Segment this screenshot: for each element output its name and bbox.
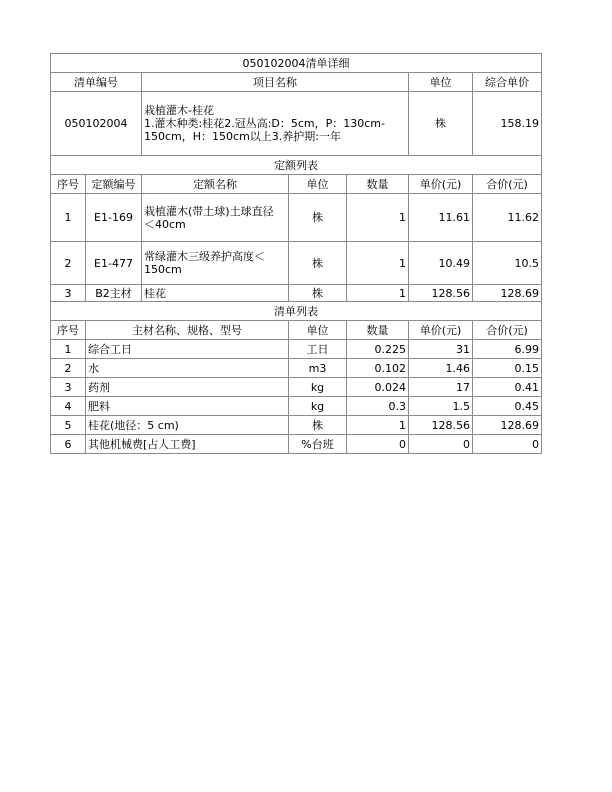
material-name: 其他机械费[占人工费] xyxy=(86,435,289,454)
material-qty: 1 xyxy=(347,416,409,435)
material-total: 6.99 xyxy=(473,340,542,359)
material-header-total: 合价(元) xyxy=(473,321,542,340)
material-total: 0.41 xyxy=(473,378,542,397)
material-qty: 0.225 xyxy=(347,340,409,359)
table-title-row xyxy=(51,54,542,73)
material-row xyxy=(51,397,542,416)
quota-header-total: 合价(元) xyxy=(473,175,542,194)
material-row xyxy=(51,359,542,378)
quota-price: 11.61 xyxy=(409,194,473,242)
material-name: 综合工日 xyxy=(86,340,289,359)
material-qty: 0 xyxy=(347,435,409,454)
material-price: 1.46 xyxy=(409,359,473,378)
quota-row xyxy=(51,194,542,242)
material-name: 肥料 xyxy=(86,397,289,416)
material-unit: 工日 xyxy=(289,340,347,359)
quota-unit: 株 xyxy=(289,285,347,302)
bill-code: 050102004 xyxy=(51,92,142,156)
header-unit-price: 综合单价 xyxy=(473,73,542,92)
header-bill-code: 清单编号 xyxy=(51,73,142,92)
material-total: 0 xyxy=(473,435,542,454)
material-qty: 0.102 xyxy=(347,359,409,378)
material-no: 2 xyxy=(51,359,86,378)
quota-code: B2主材 xyxy=(86,285,142,302)
quota-no: 1 xyxy=(51,194,86,242)
quota-section-row xyxy=(51,156,542,175)
quota-price: 128.56 xyxy=(409,285,473,302)
quota-header-no: 序号 xyxy=(51,175,86,194)
material-no: 6 xyxy=(51,435,86,454)
material-row xyxy=(51,416,542,435)
material-name: 桂花(地径：5 cm) xyxy=(86,416,289,435)
material-name: 药剂 xyxy=(86,378,289,397)
quota-qty: 1 xyxy=(347,285,409,302)
quota-row xyxy=(51,242,542,285)
material-header-unit: 单位 xyxy=(289,321,347,340)
material-unit: 株 xyxy=(289,416,347,435)
bill-detail-table xyxy=(50,53,542,454)
quota-header-unit: 单位 xyxy=(289,175,347,194)
material-qty: 0.3 xyxy=(347,397,409,416)
quota-code: E1-477 xyxy=(86,242,142,285)
material-total: 0.45 xyxy=(473,397,542,416)
material-section-title: 清单列表 xyxy=(51,302,542,321)
material-row xyxy=(51,340,542,359)
quota-name: 栽植灌木(带土球)土球直径 ＜40cm xyxy=(142,194,289,242)
material-row xyxy=(51,435,542,454)
quota-no: 3 xyxy=(51,285,86,302)
material-total: 0.15 xyxy=(473,359,542,378)
quota-header-qty: 数量 xyxy=(347,175,409,194)
bill-unit: 株 xyxy=(409,92,473,156)
material-header-price: 单价(元) xyxy=(409,321,473,340)
bill-name: 栽植灌木-桂花 1.灌木种类:桂花2.冠丛高:D：5cm，P：130cm-150cm，H：150cm以上3.养护期:一年 xyxy=(142,92,409,156)
quota-unit: 株 xyxy=(289,242,347,285)
material-price: 31 xyxy=(409,340,473,359)
quota-name: 常绿灌木三级养护高度＜ 150cm xyxy=(142,242,289,285)
quota-header-name: 定额名称 xyxy=(142,175,289,194)
material-total: 128.69 xyxy=(473,416,542,435)
bill-header-row xyxy=(51,73,542,92)
quota-section-title: 定额列表 xyxy=(51,156,542,175)
material-no: 5 xyxy=(51,416,86,435)
table-title: 050102004清单详细 xyxy=(51,54,542,73)
quota-unit: 株 xyxy=(289,194,347,242)
quota-header-row xyxy=(51,175,542,194)
material-name: 水 xyxy=(86,359,289,378)
material-qty: 0.024 xyxy=(347,378,409,397)
material-unit: %台班 xyxy=(289,435,347,454)
quota-total: 128.69 xyxy=(473,285,542,302)
quota-code: E1-169 xyxy=(86,194,142,242)
material-section-row xyxy=(51,302,542,321)
material-unit: m3 xyxy=(289,359,347,378)
quota-qty: 1 xyxy=(347,194,409,242)
quota-no: 2 xyxy=(51,242,86,285)
quota-row xyxy=(51,285,542,302)
material-header-qty: 数量 xyxy=(347,321,409,340)
material-unit: kg xyxy=(289,397,347,416)
header-unit: 单位 xyxy=(409,73,473,92)
material-price: 0 xyxy=(409,435,473,454)
material-header-no: 序号 xyxy=(51,321,86,340)
material-unit: kg xyxy=(289,378,347,397)
material-price: 128.56 xyxy=(409,416,473,435)
material-price: 1.5 xyxy=(409,397,473,416)
header-item-name: 项目名称 xyxy=(142,73,409,92)
material-header-name: 主材名称、规格、型号 xyxy=(86,321,289,340)
quota-header-price: 单价(元) xyxy=(409,175,473,194)
material-no: 3 xyxy=(51,378,86,397)
material-row xyxy=(51,378,542,397)
material-no: 1 xyxy=(51,340,86,359)
bill-price: 158.19 xyxy=(473,92,542,156)
material-price: 17 xyxy=(409,378,473,397)
material-header-row xyxy=(51,321,542,340)
quota-price: 10.49 xyxy=(409,242,473,285)
quota-qty: 1 xyxy=(347,242,409,285)
quota-total: 11.62 xyxy=(473,194,542,242)
quota-name: 桂花 xyxy=(142,285,289,302)
bill-row xyxy=(51,92,542,156)
quota-total: 10.5 xyxy=(473,242,542,285)
quota-header-code: 定额编号 xyxy=(86,175,142,194)
material-no: 4 xyxy=(51,397,86,416)
